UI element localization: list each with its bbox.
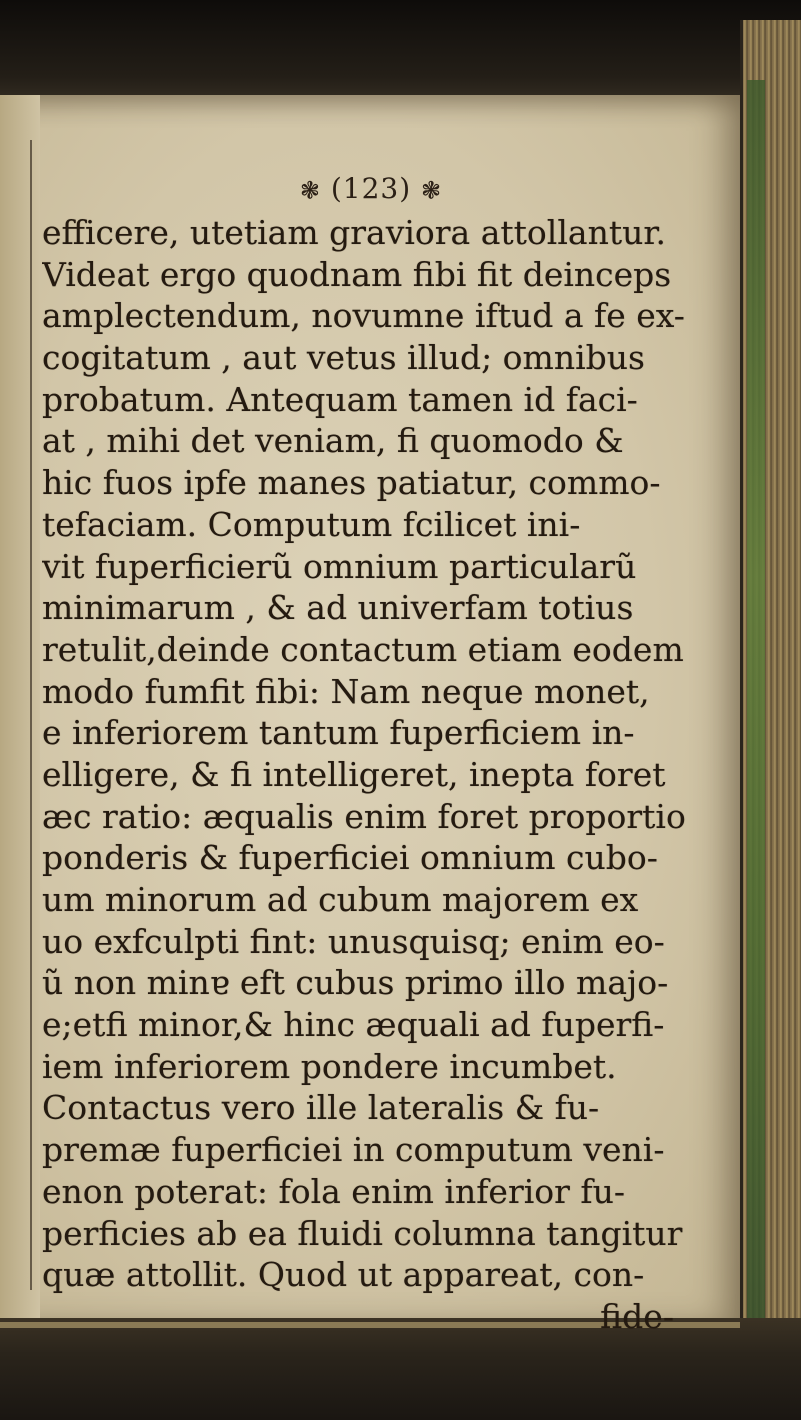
catchword: fide- [600, 1296, 674, 1336]
text-line: hic fuos ipfe manes patiatur, commo- [42, 463, 661, 503]
text-line: Contactus vero ille lateralis & fu- [42, 1088, 600, 1128]
text-line: ponderis & fuperficiei omnium cubo- [42, 838, 658, 878]
gutter-margin [0, 95, 40, 1325]
ornament-left-icon: ❃ [299, 176, 321, 205]
text-line: uo exfculpti fint: unusquisq; enim eo- [42, 921, 665, 961]
top-shadow [0, 0, 801, 110]
text-line: ũ non minɐ eft cubus primo illo majo- [42, 963, 669, 1003]
text-line: æc ratio: æqualis enim foret proportio [42, 796, 686, 836]
text-line: amplectendum, novumne iftud a fe ex- [42, 296, 685, 336]
text-line: iem inferiorem pondere incumbet. [42, 1046, 617, 1086]
text-line: minimarum , & ad univerfam totius [42, 588, 634, 628]
text-line: Videat ergo quodnam fibi fit deinceps [42, 254, 672, 294]
page-header [0, 172, 742, 205]
fore-edge [740, 20, 801, 1400]
text-line: enon poterat: fola enim inferior fu- [42, 1171, 626, 1211]
text-line: quæ attollit. Quod ut appareat, con- [42, 1255, 645, 1295]
text-line: efficere, utetiam graviora attollantur. [42, 213, 666, 252]
text-line: e inferiorem tantum fuperficiem in- [42, 713, 635, 753]
text-line: perficies ab ea fluidi columna tangitur [42, 1213, 683, 1253]
text-line: elligere, & fi intelligeret, inepta foret [42, 754, 666, 794]
text-line: e;etfi minor,& hinc æquali ad fuperfi- [42, 1005, 665, 1045]
text-line: retulit,deinde contactum etiam eodem [42, 629, 684, 669]
text-line: vit fuperficierũ omnium particularũ [42, 546, 637, 586]
text-line: at , mihi det veniam, fi quomodo & [42, 421, 624, 461]
green-bookmark-strip [747, 80, 765, 1320]
ornament-right-icon: ❃ [421, 176, 443, 205]
body-text [42, 212, 742, 1338]
page-number: (123) [330, 172, 412, 205]
text-line: premæ fuperficiei in computum veni- [42, 1130, 665, 1170]
text-line: modo fumfit fibi: Nam neque monet, [42, 671, 650, 711]
text-line: probatum. Antequam tamen id faci- [42, 379, 638, 419]
text-line: cogitatum , aut vetus illud; omnibus [42, 338, 645, 378]
text-line: tefaciam. Computum fcilicet ini- [42, 504, 581, 544]
text-line: um minorum ad cubum majorem ex [42, 880, 639, 919]
margin-rule-line [30, 140, 32, 1290]
